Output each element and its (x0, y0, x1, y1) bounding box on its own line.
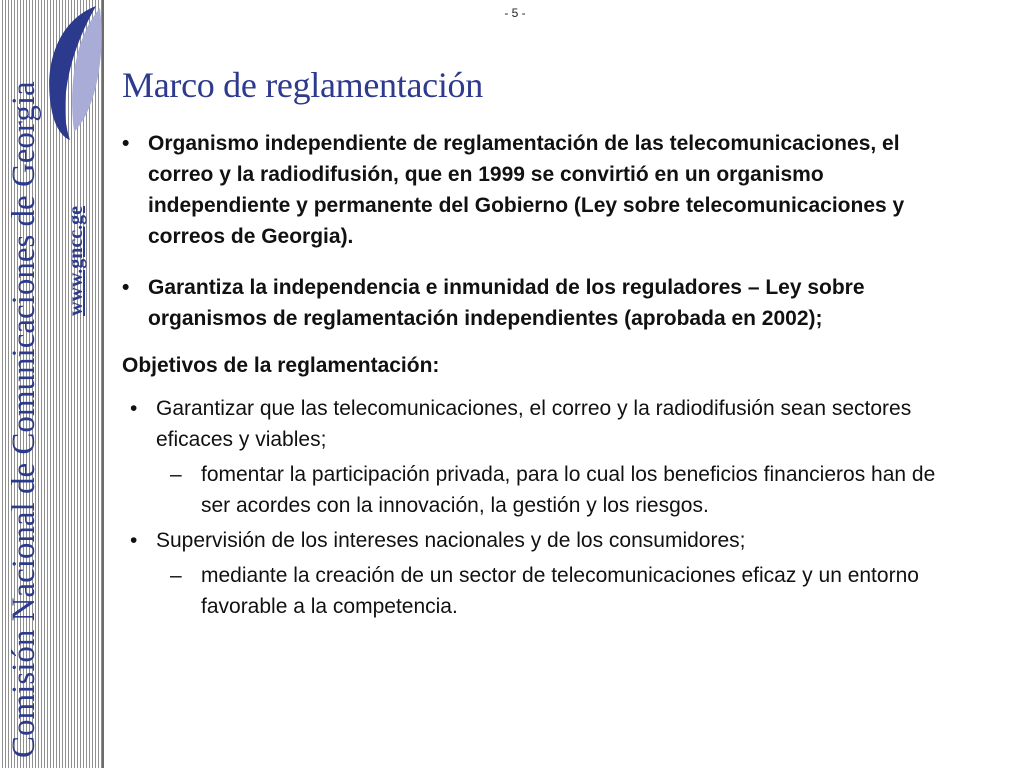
organization-name: Comisión Nacional de Comunicaciones de Georgia (6, 81, 42, 758)
bullet-item (122, 272, 962, 334)
sub-item (122, 459, 962, 521)
page-number: - 5 - (504, 6, 526, 20)
slide-content (122, 128, 962, 626)
website-link[interactable]: www.gncc.ge (65, 206, 87, 316)
objectives-heading: Objetivos de la reglamentación: (122, 354, 440, 377)
bullet-icon: • (122, 132, 130, 155)
dash-icon: – (170, 564, 182, 587)
sidebar (0, 0, 104, 768)
sub-item-text: fomentar la participación privada, para lo cual los beneficios financieros han de ser acordes con la innovación, la gestión y los riesgos. (201, 463, 936, 517)
page-title: Marco de reglamentación (122, 65, 483, 105)
sub-item-text: mediante la creación de un sector de telecomunicaciones eficaz y un entorno favorable a la competencia. (201, 564, 919, 618)
sub-item (122, 560, 962, 622)
bullet-text: Garantiza la independencia e inmunidad de los reguladores – Ley sobre organismos de reglamentación independientes (aprobada en 2002); (148, 276, 865, 330)
objective-text: Supervisión de los intereses nacionales y de los consumidores; (156, 529, 746, 552)
gncc-logo-icon (34, 2, 104, 142)
dash-icon: – (170, 463, 182, 486)
objective-item (122, 393, 962, 455)
bullet-text: Organismo independiente de reglamentación de las telecomunicaciones, el correo y la radiodifusión, que en 1999 se convirtió en un organismo independiente y permanente del Gobierno (Ley sobre telecomunicaciones y correos de Georgia). (148, 132, 905, 248)
bullet-icon: • (122, 276, 130, 299)
objective-item (122, 525, 962, 556)
bullet-icon: • (130, 397, 138, 420)
bullet-item (122, 128, 962, 252)
objective-text: Garantizar que las telecomunicaciones, el correo y la radiodifusión sean sectores eficaces y viables; (156, 397, 912, 451)
bullet-icon: • (130, 529, 138, 552)
